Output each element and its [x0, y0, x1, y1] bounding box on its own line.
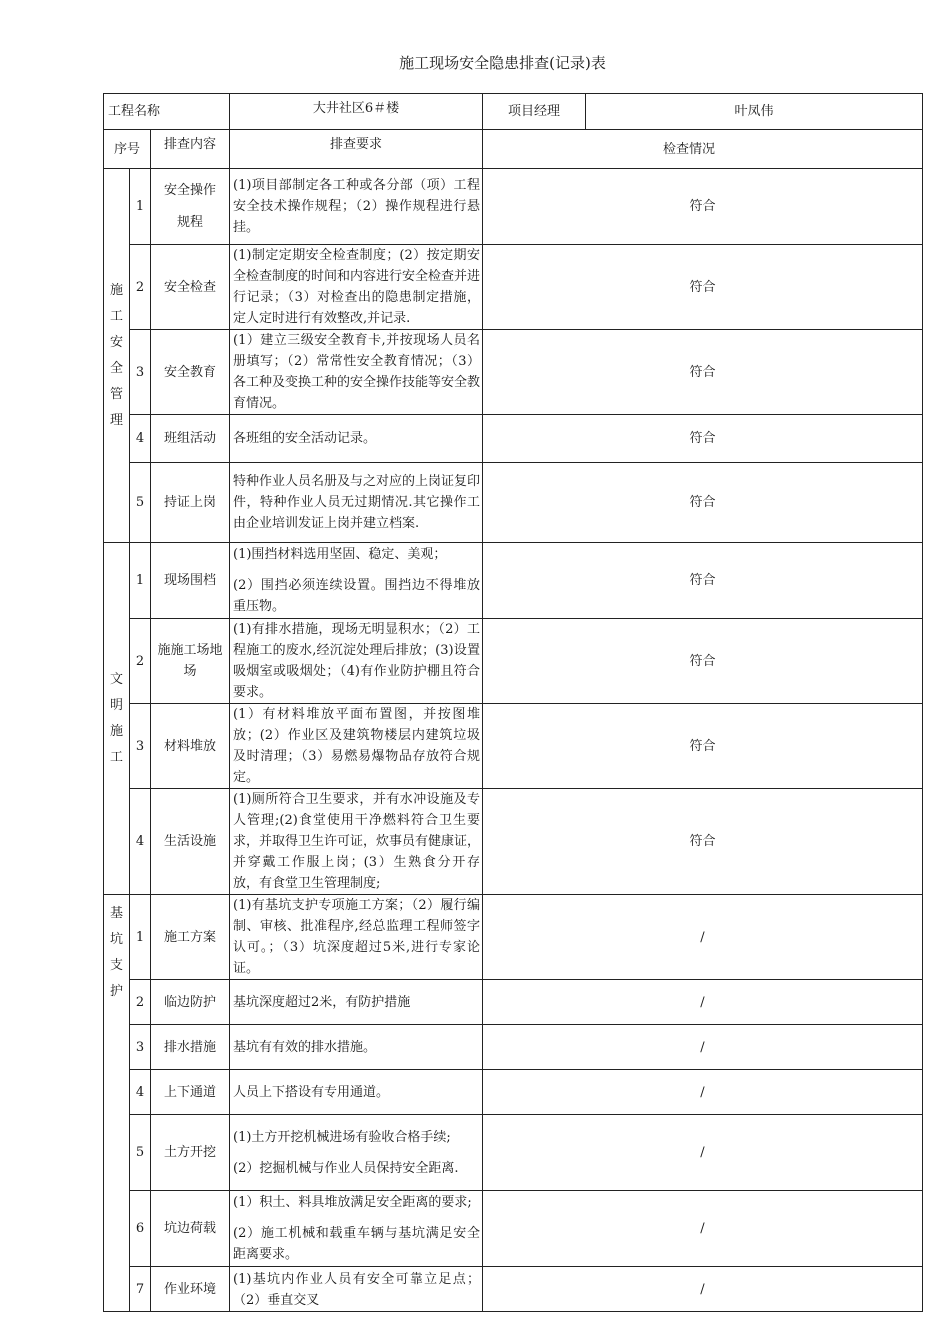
check-item: 坑边荷载	[151, 1191, 230, 1267]
table-row	[104, 1115, 923, 1191]
category-cell: 基 坑 支 护	[104, 895, 130, 1312]
check-item: 临边防护	[151, 980, 230, 1025]
result-value: /	[483, 1070, 923, 1115]
project-name-value: 大井社区6＃楼	[230, 94, 483, 130]
table-row	[104, 1191, 923, 1267]
result-value: 符合	[483, 543, 923, 619]
result-value: /	[483, 895, 923, 980]
requirement-text: (1)基坑内作业人员有安全可靠立足点；（2）垂直交叉	[230, 1267, 483, 1312]
result-value: 符合	[483, 169, 923, 245]
row-number: 1	[130, 543, 151, 619]
check-item: 安全检查	[151, 245, 230, 330]
result-value: /	[483, 1267, 923, 1312]
row-number: 1	[130, 169, 151, 245]
inspection-table	[103, 93, 923, 1312]
table-row	[104, 1267, 923, 1312]
requirement-text: (1)有排水措施，现场无明显积水；（2）工程施工的废水,经沉淀处理后排放；(3)设置吸烟室或吸烟处；（4)有作业防护棚且符合要求。	[230, 619, 483, 704]
category-cell: 文 明 施 工	[104, 543, 130, 895]
result-value: /	[483, 1025, 923, 1070]
table-row	[104, 619, 923, 704]
row-number: 7	[130, 1267, 151, 1312]
row-number: 1	[130, 895, 151, 980]
manager-label: 项目经理	[483, 94, 586, 130]
requirement-text: (1）建立三级安全教育卡,并按现场人员名册填写；（2）常常性安全教育情况；（3）各工种及变换工种的安全操作技能等安全教育情况。	[230, 330, 483, 415]
check-item: 土方开挖	[151, 1115, 230, 1191]
table-row	[104, 895, 923, 980]
requirement-text: 特种作业人员名册及与之对应的上岗证复印件，特种作业人员无过期情况.其它操作工由企业培训发证上岗并建立档案.	[230, 463, 483, 543]
result-value: /	[483, 1191, 923, 1267]
check-item: 班组活动	[151, 415, 230, 463]
check-item: 材料堆放	[151, 704, 230, 789]
manager-value: 叶凤伟	[586, 94, 923, 130]
result-value: 符合	[483, 415, 923, 463]
table-row	[104, 980, 923, 1025]
table-row	[104, 330, 923, 415]
requirement-text: (1）积土、料具堆放满足安全距离的要求; (2）施工机械和载重车辆与基坑满足安全距离要求。	[230, 1191, 483, 1267]
row-number: 3	[130, 704, 151, 789]
check-item: 排水措施	[151, 1025, 230, 1070]
check-item: 施施工场地 场	[151, 619, 230, 704]
result-value: 符合	[483, 704, 923, 789]
row-number: 3	[130, 1025, 151, 1070]
requirement-text: (1)项目部制定各工种或各分部（项）工程安全技术操作规程；（2）操作规程进行悬挂。	[230, 169, 483, 245]
row-number: 2	[130, 619, 151, 704]
requirement-text: (1)有基坑支护专项施工方案；（2）履行编制、审核、批准程序,经总监理工程师签字认可。；（3）坑深度超过5米,进行专家论证。	[230, 895, 483, 980]
requirement-text: (1)围挡材料选用坚固、稳定、美观； (2）围挡必须连续设置。围挡边不得堆放重压物。	[230, 543, 483, 619]
result-value: /	[483, 1115, 923, 1191]
table-row	[104, 789, 923, 895]
project-header-row	[104, 94, 923, 130]
check-item: 持证上岗	[151, 463, 230, 543]
check-item: 生活设施	[151, 789, 230, 895]
check-item: 施工方案	[151, 895, 230, 980]
check-item: 作业环境	[151, 1267, 230, 1312]
table-row	[104, 1070, 923, 1115]
col-header-result: 检查情况	[483, 130, 923, 169]
check-item: 安全操作 规程	[151, 169, 230, 245]
project-name-label: 工程名称	[104, 94, 230, 130]
row-number: 3	[130, 330, 151, 415]
table-row	[104, 704, 923, 789]
result-value: 符合	[483, 619, 923, 704]
row-number: 5	[130, 463, 151, 543]
category-cell: 施 工 安 全 管 理	[104, 169, 130, 543]
requirement-text: 基坑深度超过2米，有防护措施	[230, 980, 483, 1025]
result-value: 符合	[483, 789, 923, 895]
col-header-no: 序号	[104, 130, 151, 169]
column-header-row	[104, 130, 923, 169]
row-number: 2	[130, 980, 151, 1025]
table-row	[104, 245, 923, 330]
requirement-text: 基坑有有效的排水措施。	[230, 1025, 483, 1070]
result-value: /	[483, 980, 923, 1025]
requirement-text: (1）有材料堆放平面布置图，并按图堆放；(2）作业区及建筑物楼层内建筑垃圾及时清理；（3）易燃易爆物品存放符合规定。	[230, 704, 483, 789]
check-item: 现场围档	[151, 543, 230, 619]
table-row	[104, 543, 923, 619]
table-row	[104, 169, 923, 245]
page-title: 施工现场安全隐患排查(记录)表	[399, 54, 606, 72]
check-item: 安全教育	[151, 330, 230, 415]
row-number: 2	[130, 245, 151, 330]
row-number: 4	[130, 1070, 151, 1115]
row-number: 6	[130, 1191, 151, 1267]
col-header-item: 排查内容	[151, 130, 230, 169]
requirement-text: (1)制定定期安全检查制度；(2）按定期安全检查制度的时间和内容进行安全检查并进行记录；（3）对检查出的隐患制定措施，定人定时进行有效整改,并记录.	[230, 245, 483, 330]
result-value: 符合	[483, 463, 923, 543]
row-number: 4	[130, 415, 151, 463]
requirement-text: (1)厕所符合卫生要求，并有水冲设施及专人管理;(2)食堂使用干净燃料符合卫生要求，并取得卫生许可证，炊事员有健康证，并穿戴工作服上岗；(3）生熟食分开存放，有食堂卫生管理制度;	[230, 789, 483, 895]
table-row	[104, 415, 923, 463]
requirement-text: 各班组的安全活动记录。	[230, 415, 483, 463]
requirement-text: (1)土方开挖机械进场有验收合格手续; (2）挖掘机械与作业人员保持安全距离.	[230, 1115, 483, 1191]
result-value: 符合	[483, 245, 923, 330]
table-row	[104, 463, 923, 543]
row-number: 5	[130, 1115, 151, 1191]
result-value: 符合	[483, 330, 923, 415]
col-header-requirement: 排查要求	[230, 130, 483, 169]
requirement-text: 人员上下搭设有专用通道。	[230, 1070, 483, 1115]
check-item: 上下通道	[151, 1070, 230, 1115]
table-row	[104, 1025, 923, 1070]
row-number: 4	[130, 789, 151, 895]
